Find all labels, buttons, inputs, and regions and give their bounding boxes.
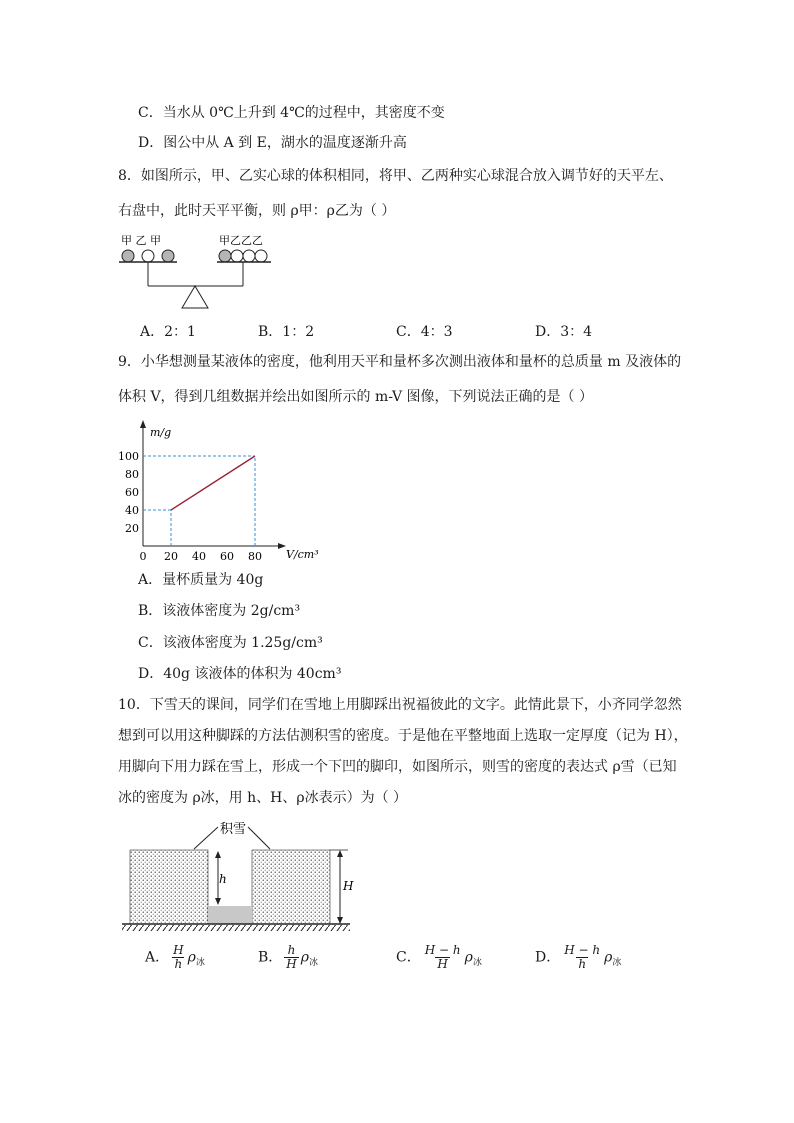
q8-stem-line2: 右盘中，此时天平平衡，则 ρ甲：ρ乙为（ ） (118, 203, 396, 219)
q10-option-a: A． $\frac{H}{h}$ $\rho_冰$ (145, 943, 205, 971)
ground-hatch (122, 925, 350, 931)
y-tick-label: 40 (125, 504, 139, 517)
q9-option-d: D．40g 该液体的体积为 40cm³ (138, 666, 342, 682)
q9-option-a: A．量杯质量为 40g (138, 572, 264, 588)
x-tick-label: 20 (164, 550, 178, 563)
ball-jia (219, 250, 231, 262)
ball-yi (255, 250, 267, 262)
q10-stem-line3: 用脚向下用力踩在雪上，形成一个下凹的脚印，如图所示，则雪的密度的表达式 ρ雪（已知 (118, 759, 677, 775)
ball-jia (162, 250, 174, 262)
q8-option-d: D．3：4 (535, 324, 593, 340)
fulcrum-triangle (182, 286, 208, 308)
y-tick-label: 80 (125, 468, 139, 481)
ball-yi (142, 250, 154, 262)
m-v-chart (110, 418, 330, 563)
q7-option-d: D．图公中从 A 到 E，湖水的温度逐渐升高 (138, 135, 407, 151)
balance-right-labels: 甲乙乙乙 (219, 234, 263, 247)
snow-footprint-figure (118, 815, 368, 940)
q10-stem-line4: 冰的密度为 ρ冰，用 h、H、ρ冰表示）为（ ） (118, 790, 408, 806)
h-label: h (219, 872, 227, 886)
x-tick-label: 40 (192, 550, 206, 563)
H-label: H (343, 879, 354, 893)
compressed-ice (208, 906, 252, 924)
series-line-m-v (171, 456, 255, 510)
q8-option-c: C．4：3 (396, 324, 453, 340)
x-tick-label: 60 (220, 550, 234, 563)
ball-yi (243, 250, 255, 262)
q10-stem-line2: 想到可以用这种脚踩的方法估测积雪的密度。于是他在平整地面上选取一定厚度（记为 H）， (118, 728, 688, 744)
q9-option-c: C．该液体密度为 1.25g/cm³ (138, 635, 323, 651)
q9-option-b: B．该液体密度为 2g/cm³ (138, 603, 301, 619)
q10-option-d: D． $\frac{H - h}{h}$ $\rho_冰$ (535, 943, 622, 971)
x-axis-label: V/cm³ (286, 548, 319, 561)
x-tick-label: 80 (248, 550, 262, 563)
snow-label: 积雪 (220, 822, 247, 837)
y-tick-label: 20 (125, 522, 139, 535)
q9-stem-line2: 体积 V，得到几组数据并绘出如图所示的 m-V 图像，下列说法正确的是（ ） (118, 389, 594, 405)
ball-yi (231, 250, 243, 262)
q10-option-c: C． $\frac{H - h}{H}$ $\rho_冰$ (396, 943, 482, 971)
snow-block-left (130, 850, 208, 924)
q8-stem-line1: 8．如图所示，甲、乙实心球的体积相同，将甲、乙两种实心球混合放入调节好的天平左、 (118, 168, 673, 184)
q9-stem-line1: 9．小华想测量某液体的密度，他利用天平和量杯多次测出液体和量杯的总质量 m 及液体的 (118, 354, 682, 370)
balance-figure (115, 232, 285, 312)
q10-stem-line1: 10．下雪天的课间，同学们在雪地上用脚踩出祝福彼此的文字。此情此景下，小齐同学忽然 (118, 697, 682, 713)
y-tick-label: 100 (118, 450, 139, 463)
y-axis-label: m/g (150, 426, 172, 439)
q7-option-c: C．当水从 0℃上升到 4℃的过程中，其密度不变 (138, 105, 445, 121)
y-tick-label: 60 (125, 486, 139, 499)
q8-option-b: B．1：2 (258, 324, 315, 340)
q8-option-a: A．2：1 (140, 324, 196, 340)
q10-option-b: B． $\frac{h}{H}$ $\rho_冰$ (258, 943, 319, 971)
ball-jia (122, 250, 134, 262)
snow-block-right (252, 850, 330, 924)
balance-left-labels: 甲 乙 甲 (121, 234, 161, 247)
x-tick-label: 0 (139, 550, 147, 563)
